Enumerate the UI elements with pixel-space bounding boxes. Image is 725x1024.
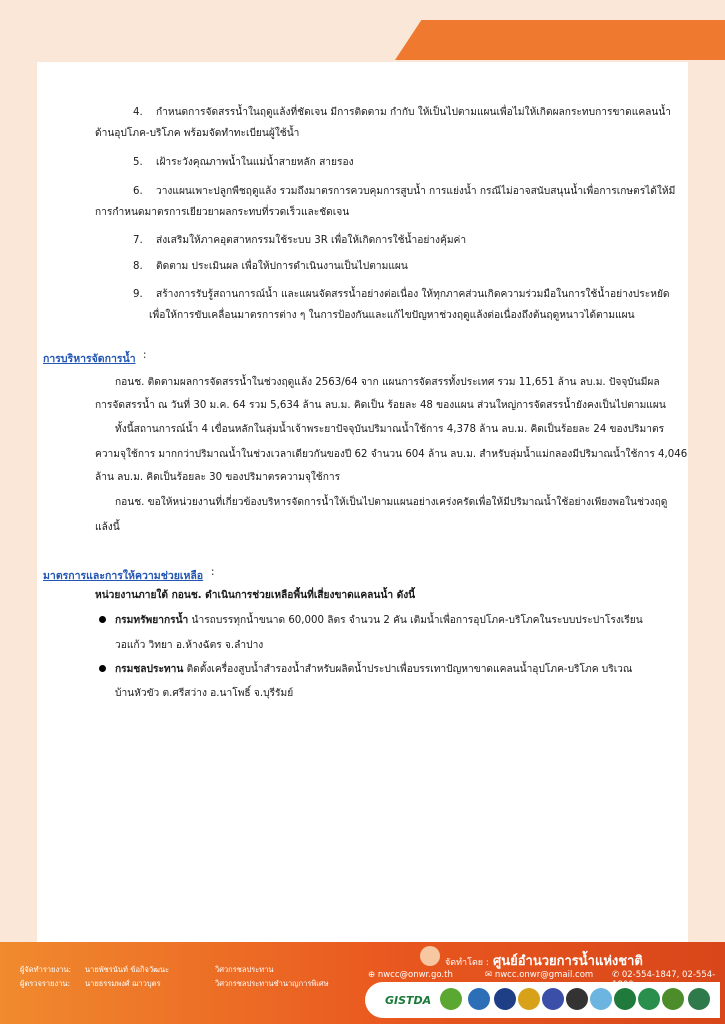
list-number: 7.: [133, 235, 143, 246]
water-para-2-line-3: ล้าน ลบ.ม. คิดเป็นร้อยละ 30 ของปริมาตรความจุใช้การ: [95, 472, 341, 483]
bullet-dot: [99, 665, 106, 672]
list-item-7: [133, 230, 466, 251]
brand-prefix: จัดทำโดย :: [445, 958, 489, 968]
globe-icon: ⊕: [368, 970, 376, 980]
checker-label: ผู้ตรวจรายงาน:: [20, 979, 71, 988]
partner-logo-water: [468, 988, 490, 1010]
page-footer: [0, 942, 725, 1024]
partner-logo-olive: [662, 988, 684, 1010]
brand: [445, 950, 643, 971]
section-title-water-management: [43, 350, 136, 367]
water-para-2-line-2: ความจุใช้การ มากกว่าปริมาณน้ำในช่วงเวลาเดียวกันของปี 62 จำนวน 604 ล้าน ลบ.ม. สำหรับลุ่มน้ำแม่กลองมีปริมาณน้ำใช้การ 4,046: [95, 449, 688, 460]
section-title-assistance: [43, 567, 203, 584]
bullet-item-2-cont: บ้านหัวขัว ต.ศรีสว่าง อ.นาโพธิ์ จ.บุรีรัมย์: [115, 688, 294, 699]
bullet-text: นำรถบรรทุกน้ำขนาด 60,000 ลิตร จำนวน 2 คัน เติมน้ำเพื่อการอุปโภค-บริโภคในระบบประปาโรงเรียน: [188, 615, 643, 626]
list-item-5: [133, 152, 354, 173]
checker-org: วิศวกรชลประทานชำนาญการพิเศษ: [215, 979, 329, 988]
partner-logo-shield: [494, 988, 516, 1010]
water-para-1-line-1: กอนช. ติดตามผลการจัดสรรน้ำในช่วงฤดูแล้ง 2563/64 จาก แผนการจัดสรรทั้งประเทศ รวม 11,651 ล้าน ลบ.ม. ปัจจุบันมีผล: [115, 377, 660, 388]
list-text: เฝ้าระวังคุณภาพน้ำในแม่น้ำสายหลัก สายรอง: [155, 157, 354, 168]
page-margin-right: [688, 0, 725, 1024]
partner-logo-blue: [542, 988, 564, 1010]
mail-icon: ✉: [485, 970, 493, 980]
list-text: ส่งเสริมให้ภาคอุตสาหกรรมใช้ระบบ 3R เพื่อให้เกิดการใช้น้ำอย่างคุ้มค่า: [155, 235, 467, 246]
section-title-text: การบริหารจัดการน้ำ: [43, 353, 136, 365]
list-number: 6.: [133, 186, 143, 197]
partner-logo-forest: [688, 988, 710, 1010]
list-item-9: [133, 284, 678, 305]
analyst-label: ผู้จัดทำรายงาน:: [20, 965, 71, 974]
phone-text: 02-554-1847, 02-554-: [621, 970, 716, 980]
checker-name: นายธรรมพงศ์ ฌาวบุตร: [85, 979, 161, 988]
analyst-org: วิศวกรชลประทาน: [215, 965, 274, 974]
section-colon: :: [143, 350, 147, 361]
agency-name: กรมชลประทาน: [115, 664, 184, 675]
partner-logo-emerald: [638, 988, 660, 1010]
bullet-dot: [99, 616, 106, 623]
list-item-4: [133, 102, 678, 123]
header-accent: [395, 20, 725, 60]
bullet-item-2: [99, 659, 684, 680]
document-page: [37, 62, 688, 942]
email-2-text: nwcc.onwr@gmail.com: [494, 970, 594, 980]
list-item-9-cont: เพื่อให้การขับเคลื่อนมาตรการต่าง ๆ ในการป้องกันและแก้ไขปัญหาช่วงฤดูแล้งต่อเนื่องถึงต้นฤดูหนาวได้ตามแผน: [149, 310, 635, 321]
list-item-6: [133, 181, 678, 202]
list-text: กำหนดการจัดสรรน้ำในฤดูแล้งที่ชัดเจน มีการติดตาม กำกับ ให้เป็นไปตามแผนเพื่อไม่ให้เกิดผลกระทบการขาดแคลนน้ำ: [155, 107, 672, 118]
partner-logo-dark: [566, 988, 588, 1010]
bullet-text: ติดตั้งเครื่องสูบน้ำสำรองน้ำสำหรับผลิตน้ำประปาเพื่อบรรเทาปัญหาขาดแคลนน้ำอุปโภค-บริโภค บริเวณ: [183, 664, 633, 675]
email-1[interactable]: [368, 970, 453, 980]
brand-name: ศูนย์อำนวยการน้ำแห่งชาติ: [492, 954, 643, 969]
analyst-name: นายพัชรนันท์ ข้อกิจวัฒนะ: [85, 965, 170, 974]
phone-icon: ✆: [612, 970, 620, 980]
list-number: 9.: [133, 289, 143, 300]
partner-logo-leaf: [440, 988, 462, 1010]
email-2[interactable]: [485, 970, 593, 980]
list-text: ติดตาม ประเมินผล เพื่อให้ปการดำเนินงานเป็นไปตามแผน: [155, 261, 408, 272]
bullet-item-1: [99, 610, 684, 631]
email-1-text: nwcc@onwr.go.th: [377, 970, 453, 980]
agency-name: กรมทรัพยากรน้ำ: [115, 615, 189, 626]
list-number: 8.: [133, 261, 143, 272]
list-number: 4.: [133, 107, 143, 118]
partner-logo-green: [614, 988, 636, 1010]
page-margin-left: [0, 0, 37, 1024]
list-item-8: [133, 256, 408, 277]
list-text: สร้างการรับรู้สถานการณ์น้ำ และแผนจัดสรรน้ำอย่างต่อเนื่อง ให้ทุกภาคส่วนเกิดความร่วมมือในการใช้น้ำอย่างประหยัด: [155, 289, 670, 300]
list-item-4-cont: ด้านอุปโภค-บริโภค พร้อมจัดทำทะเบียนผู้ใช้น้ำ: [95, 128, 300, 139]
water-para-3-line-1: กอนช. ขอให้หน่วยงานที่เกี่ยวข้องบริหารจัดการน้ำให้เป็นไปตามแผนอย่างเคร่งครัดเพื่อให้มีปริมาณน้ำใช้อย่างเพียงพอในช่วงฤดู: [115, 497, 668, 508]
bullet-item-1-cont: วอแก้ว วิทยา อ.ห้างฉัตร จ.ลำปาง: [115, 640, 264, 651]
partner-logo-gold: [518, 988, 540, 1010]
water-para-2-line-1: ทั้งนี้สถานการณ์น้ำ 4 เขื่อนหลักในลุ่มน้ำเจ้าพระยาปัจจุบันปริมาณน้ำใช้การ 4,378 ล้าน ลบ.ม. คิดเป็นร้อยละ 24 ของปริมาตร: [115, 424, 665, 435]
partner-logo-light-blue: [590, 988, 612, 1010]
list-text: วางแผนเพาะปลูกพืชฤดูแล้ง รวมถึงมาตรการควบคุมการสูบน้ำ การแย่งน้ำ กรณีไม่อาจสนับสนุนน้ำเพื่อการเกษตรได้ให้มี: [155, 186, 676, 197]
list-item-6-cont: การกำหนดมาตรการเยียวยาผลกระทบที่รวดเร็วและชัดเจน: [95, 207, 350, 218]
section-colon: :: [211, 567, 215, 578]
list-number: 5.: [133, 157, 143, 168]
water-para-1-line-2: การจัดสรรน้ำ ณ วันที่ 30 ม.ค. 64 รวม 5,634 ล้าน ลบ.ม. คิดเป็น ร้อยละ 48 ของแผน ส่วนใหญ่การจัดสรรน้ำยังคงเป็นไปตามแผน: [95, 400, 666, 411]
section-title-text: มาตรการและการให้ความช่วยเหลือ: [43, 570, 204, 582]
assistance-subtitle: หน่วยงานภายใต้ กอนช. ดำเนินการช่วยเหลือพื้นที่เสี่ยงขาดแคลนน้ำ ดังนี้: [95, 590, 416, 601]
mascot-icon: [420, 946, 440, 966]
water-para-3-line-2: แล้งนี้: [95, 522, 120, 533]
gistda-logo: GISTDA: [385, 994, 432, 1007]
